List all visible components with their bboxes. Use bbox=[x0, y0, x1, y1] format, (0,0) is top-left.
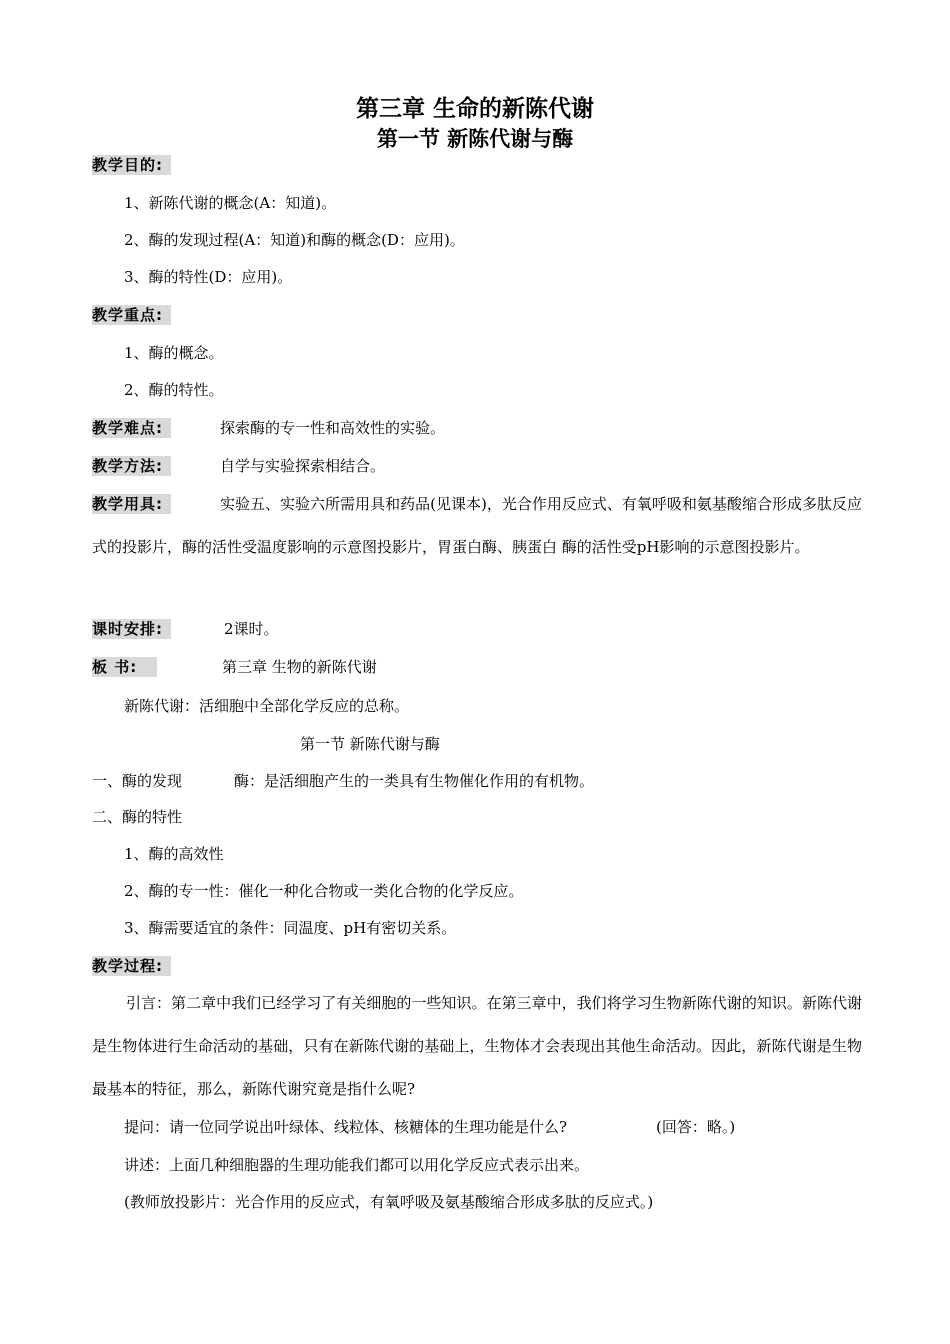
method-heading: 教学方法: bbox=[92, 456, 171, 476]
section-title: 第一节 新陈代谢与酶 bbox=[376, 127, 574, 151]
process-question: 提问：请一位同学说出叶绿体、线粒体、核糖体的生理功能是什么? bbox=[124, 1118, 568, 1136]
schedule-heading: 课时安排: bbox=[92, 619, 171, 639]
board-heading: 板 书: bbox=[92, 657, 157, 677]
objective-item: 2、酶的发现过程(A：知道)和酶的概念(D：应用)。 bbox=[124, 231, 465, 249]
board-property-item: 2、酶的专一性：催化一种化合物或一类化合物的化学反应。 bbox=[124, 882, 524, 900]
board-property-item: 1、酶的高效性 bbox=[124, 845, 224, 863]
board-properties: 二、酶的特性 bbox=[92, 808, 183, 826]
key-point-item: 1、酶的概念。 bbox=[124, 344, 224, 362]
method-text: 自学与实验探索相结合。 bbox=[220, 457, 386, 475]
process-answer: (回答：略。) bbox=[656, 1118, 736, 1136]
tools-heading: 教学用具: bbox=[92, 494, 171, 514]
board-property-item: 3、酶需要适宜的条件：同温度、pH有密切关系。 bbox=[124, 919, 457, 937]
process-intro: 引言：第二章中我们已经学习了有关细胞的一些知识。在第三章中，我们将学习生物新陈代谢的知识。新陈代谢是生物体进行生命活动的基础，只有在新陈代谢的基础上，生物体才会表现出其他生命活动。因此，新陈代谢是生物最基本的特征，那么，新陈代谢究竟是指什么呢? bbox=[92, 994, 862, 1098]
objective-item: 3、酶的特性(D：应用)。 bbox=[124, 268, 293, 286]
process-heading: 教学过程: bbox=[92, 956, 171, 976]
process-explain: 讲述：上面几种细胞器的生理功能我们都可以用化学反应式表示出来。 bbox=[124, 1156, 590, 1174]
board-section: 第一节 新陈代谢与酶 bbox=[300, 735, 440, 753]
tools-text: 实验五、实验六所需用具和药品(见课本)，光合作用反应式、有氧呼吸和氨基酸缩合形成多肽反应式的投影片，酶的活性受温度影响的示意图投影片，胃蛋白酶、胰蛋白 酶的活性受pH影响的示意图投影片。 bbox=[92, 495, 862, 556]
objectives-heading: 教学目的: bbox=[92, 155, 171, 175]
difficulty-text: 探索酶的专一性和高效性的实验。 bbox=[220, 419, 446, 437]
board-definition: 新陈代谢：活细胞中全部化学反应的总称。 bbox=[124, 697, 410, 715]
chapter-title: 第三章 生命的新陈代谢 bbox=[355, 96, 594, 122]
objective-item: 1、新陈代谢的概念(A：知道)。 bbox=[124, 194, 337, 212]
process-projection: (教师放投影片：光合作用的反应式，有氧呼吸及氨基酸缩合形成多肽的反应式。) bbox=[124, 1193, 654, 1211]
board-discovery: 一、酶的发现 bbox=[92, 772, 183, 790]
difficulty-heading: 教学难点: bbox=[92, 418, 171, 438]
board-enzyme-definition: 酶：是活细胞产生的一类具有生物催化作用的有机物。 bbox=[234, 772, 595, 790]
key-point-item: 2、酶的特性。 bbox=[124, 381, 224, 399]
schedule-text: 2课时。 bbox=[224, 620, 279, 638]
board-chapter: 第三章 生物的新陈代谢 bbox=[222, 658, 377, 676]
key-points-heading: 教学重点: bbox=[92, 305, 171, 325]
